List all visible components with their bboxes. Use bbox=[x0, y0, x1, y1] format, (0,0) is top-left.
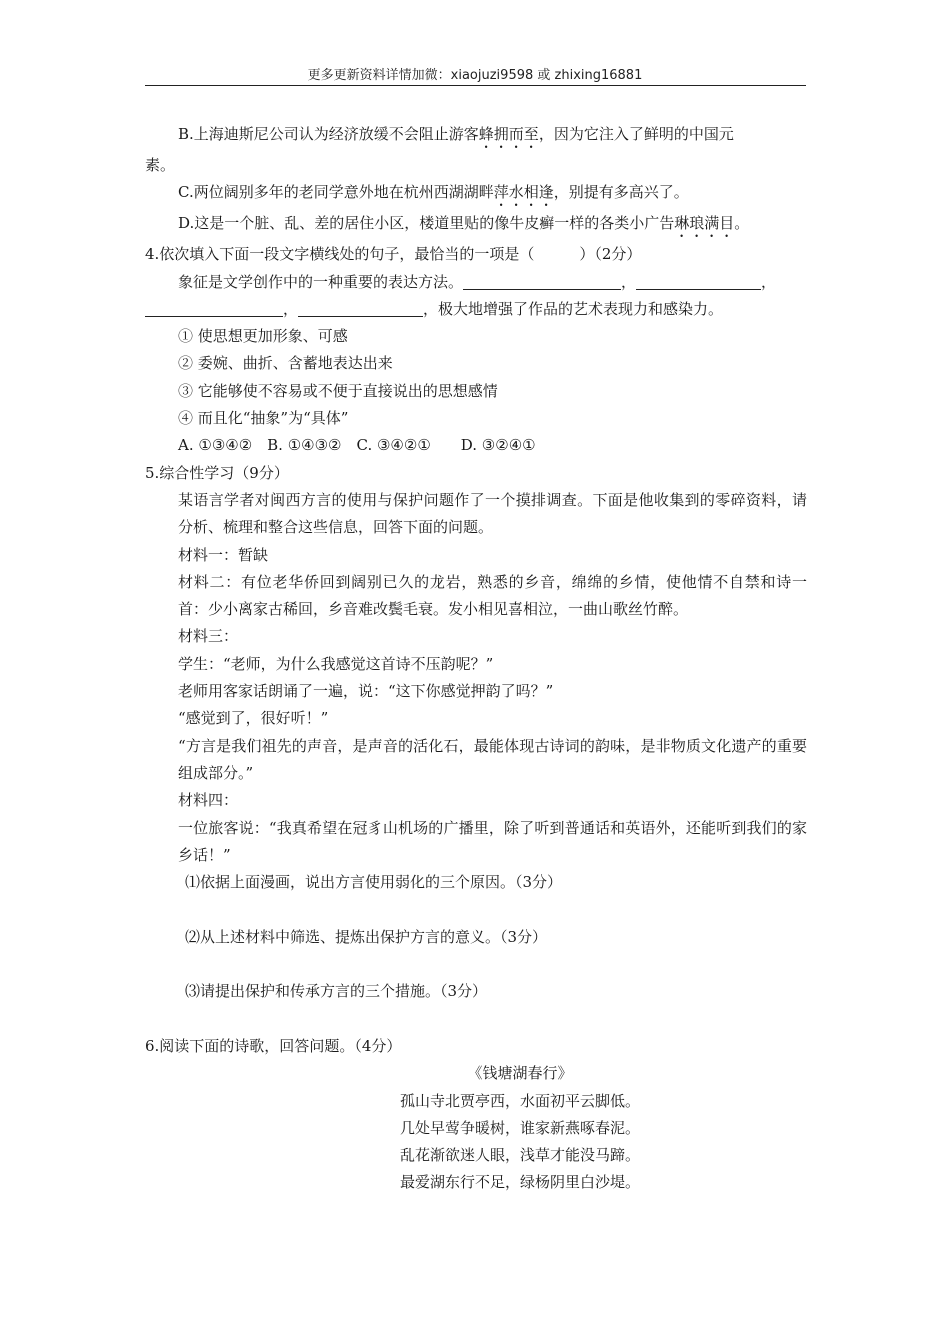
header-divider bbox=[145, 85, 806, 86]
answer-space bbox=[145, 951, 807, 978]
poem-line: 最爱湖东行不足，绿杨阴里白沙堤。 bbox=[399, 1173, 640, 1192]
q5-material-4-line1: 一位旅客说：“我真希望在冠豸山机场的广播里，除了听到普通话和英语外，还能听到我们的家乡话！” bbox=[178, 818, 807, 864]
page-header: 更多更新资料详情加微：xiaojuzi9598 或 zhixing16881 bbox=[307, 68, 643, 83]
answer-space bbox=[145, 896, 807, 923]
poem-line: 乱花渐欲迷人眼，浅草才能没马蹄。 bbox=[399, 1146, 640, 1165]
q3-option-c bbox=[145, 179, 807, 210]
q3-option-b bbox=[145, 121, 807, 152]
q3-c-text: C.两位阔别多年的老同学意外地在杭州西湖湖畔 bbox=[178, 183, 494, 202]
q5-material-4: 材料四： bbox=[178, 791, 239, 810]
q4-comma-1: ， bbox=[621, 272, 637, 291]
q4-para-end: ，极大地增强了作品的艺术表现力和感染力。 bbox=[423, 299, 724, 318]
q4-para-start: 象征是文学创作中的一种重要的表达方法。 bbox=[178, 272, 464, 291]
q4-item-1: ① 使思想更加形象、可感 bbox=[178, 327, 348, 346]
document-body bbox=[145, 121, 807, 1197]
poem-title: 《钱塘湖春行》 bbox=[467, 1064, 573, 1083]
q5-material-3: 材料三： bbox=[178, 627, 239, 646]
q3-option-b-cont: 素。 bbox=[145, 156, 176, 174]
q4-blank-1 bbox=[463, 273, 621, 290]
q3-b-text: B.上海迪斯尼公司认为经济放缓不会阻止游客 bbox=[178, 125, 479, 143]
q4-stem: 4.依次填入下面一段文字横线处的句子，最恰当的一项是（ ）（2分） bbox=[145, 245, 642, 264]
q3-c-text-2: ，别提有多高兴了。 bbox=[553, 183, 689, 202]
q3-d-emphasis: 琳琅满目 bbox=[674, 214, 735, 233]
q4-item-3: ③ 它能够使不容易或不便于直接说出的思想感情 bbox=[178, 381, 498, 400]
q4-paragraph-line1 bbox=[145, 269, 807, 296]
q4-item-4: ④ 而且化“抽象”为“具体” bbox=[178, 409, 349, 428]
q5-material-3-line1: 学生：“老师，为什么我感觉这首诗不压韵呢？” bbox=[178, 654, 494, 673]
q5-stem: 5.综合性学习（9分） bbox=[145, 463, 289, 482]
q4-comma-3: ， bbox=[283, 299, 299, 318]
poem-line: 孤山寺北贾亭西，水面初平云脚低。 bbox=[399, 1091, 640, 1110]
q4-blank-4 bbox=[298, 300, 423, 317]
q4-comma-2: ， bbox=[761, 272, 777, 291]
q3-c-emphasis: 萍水相逢 bbox=[493, 183, 554, 202]
q3-d-text: D.这是一个脏、乱、差的居住小区，楼道里贴的像牛皮癣一样的各类小广告 bbox=[178, 214, 675, 233]
q5-material-3-line2: 老师用客家话朗诵了一遍，说：“这下你感觉押韵了吗？” bbox=[178, 682, 554, 701]
q3-b-emphasis: 蜂拥而至 bbox=[478, 125, 539, 143]
q5-material-2: 材料二：有位老华侨回到阔别已久的龙岩，熟悉的乡音，绵绵的乡情，使他情不自禁和诗一首：少小离家古稀回，乡音难改鬓毛衰。发小相见喜相泣，一曲山歌丝竹醉。 bbox=[178, 572, 807, 619]
q4-blank-2 bbox=[636, 273, 761, 290]
q3-b-text-2: ，因为它注入了鲜明的中国元 bbox=[538, 125, 734, 143]
q5-subquestion-1: ⑴依据上面漫画，说出方言使用弱化的三个原因。（3分） bbox=[185, 873, 563, 892]
q4-item-2: ② 委婉、曲折、含蓄地表达出来 bbox=[178, 354, 393, 373]
poem-line: 几处早莺争暖树，谁家新燕啄春泥。 bbox=[399, 1118, 640, 1137]
q4-paragraph-line2 bbox=[145, 296, 807, 323]
q4-options: A. ①③④② B. ①④③② C. ③④②① D. ③②④① bbox=[178, 436, 536, 455]
q4-blank-3 bbox=[145, 300, 283, 317]
q3-option-d bbox=[145, 210, 807, 241]
q6-stem: 6.阅读下面的诗歌，回答问题。（4分） bbox=[145, 1036, 402, 1055]
q5-material-1: 材料一：暂缺 bbox=[178, 545, 269, 564]
q3-d-text-2: 。 bbox=[734, 214, 750, 233]
q5-material-3-line3: “感觉到了，很好听！” bbox=[178, 709, 329, 728]
answer-space bbox=[145, 1006, 807, 1033]
q5-material-3-line4: “方言是我们祖先的声音，是声音的活化石，最能体现古诗词的韵味，是非物质文化遗产的重要组成部分。” bbox=[178, 736, 807, 782]
q5-subquestion-2: ⑵从上述材料中筛选、提炼出保护方言的意义。（3分） bbox=[185, 927, 548, 946]
q5-intro: 某语言学者对闽西方言的使用与保护问题作了一个摸排调查。下面是他收集到的零碎资料，请分析、梳理和整合这些信息，回答下面的问题。 bbox=[178, 490, 807, 537]
q5-subquestion-3: ⑶请提出保护和传承方言的三个措施。（3分） bbox=[185, 982, 488, 1001]
